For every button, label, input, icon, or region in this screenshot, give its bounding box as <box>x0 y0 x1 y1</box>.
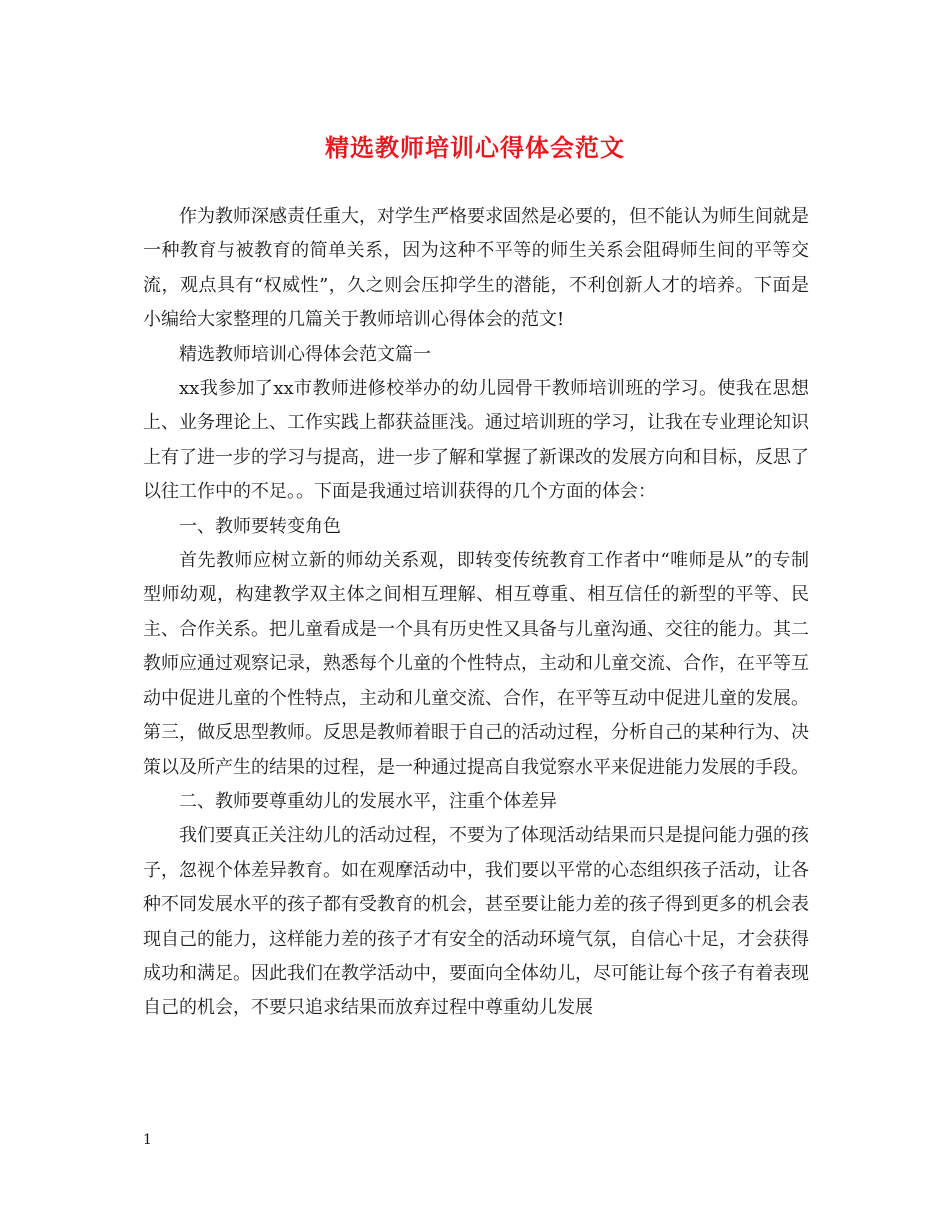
paragraph-individual-differences: 我们要真正关注幼儿的活动过程，不要为了体现活动结果而只是提问能力强的孩子，忽视个体差异教育。如在观摩活动中，我们要以平常的心态组织孩子活动，让各种不同发展水平的孩子都有受教育的机会，甚至要让能力差的孩子得到更多的机会表现自己的能力，这样能力差的孩子才有安全的活动环境气氛，自信心十足，才会获得成功和满足。因此我们在教学活动中，要面向全体幼儿，尽可能让每个孩子有着表现自己的机会，不要只追求结果而放弃过程中尊重幼儿发展 <box>143 825 809 1019</box>
paragraph-training-overview: xx我参加了xx市教师进修校举办的幼儿园骨干教师培训班的学习。使我在思想上、业务理论上、工作实践上都获益匪浅。通过培训班的学习，让我在专业理论知识上有了进一步的学习与提高，进一步了解和掌握了新课改的发展方向和目标，反思了以往工作中的不足。。下面是我通过培训获得的几个方面的体会： <box>143 378 809 503</box>
paragraph-role-change: 首先教师应树立新的师幼关系观，即转变传统教育工作者中“唯师是从”的专制型师幼观，构建教学双主体之间相互理解、相互尊重、相互信任的新型的平等、民主、合作关系。把儿童看成是一个具有历史性又具备与儿童沟通、交往的能力。其二教师应通过观察记录，熟悉每个儿童的个性特点，主动和儿童交流、合作，在平等互动中促进儿童的个性特点，主动和儿童交流、合作，在平等互动中促进儿童的发展。第三，做反思型教师。反思是教师着眼于自己的活动过程，分析自己的某种行为、决策以及所产生的结果的过程，是一种通过提高自我觉察水平来促进能力发展的手段。 <box>143 550 809 778</box>
document-body <box>143 200 809 1026</box>
document-title: 精选教师培训心得体会范文 <box>325 133 625 162</box>
page-number: 1 <box>143 1132 152 1148</box>
paragraph-intro: 作为教师深感责任重大，对学生严格要求固然是必要的，但不能认为师生间就是一种教育与被教育的简单关系，因为这种不平等的师生关系会阻碍师生间的平等交流，观点具有“权威性”，久之则会压抑学生的潜能，不利创新人才的培养。下面是小编给大家整理的几篇关于教师培训心得体会的范文! <box>143 206 809 331</box>
section-heading-part-one: 精选教师培训心得体会范文篇一 <box>179 343 431 365</box>
section-heading-role-change: 一、教师要转变角色 <box>179 515 341 537</box>
section-heading-individual-differences: 二、教师要尊重幼儿的发展水平，注重个体差异 <box>179 790 557 812</box>
